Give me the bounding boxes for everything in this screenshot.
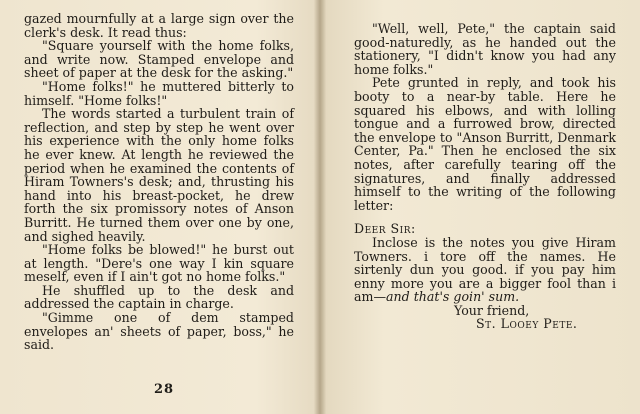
left-paragraph-6: He shuffled up to the desk and addressed the captain in charge. <box>24 282 294 312</box>
letter-signature: St. Looey Pete. <box>476 316 578 332</box>
right-paragraph-1: "Well, well, Pete," the captain said good-naturedly, as he handed out the stationery, "I didn't know you had any home folks." <box>354 21 616 77</box>
book-gutter <box>314 0 326 414</box>
letter-closing: Your friend, <box>454 302 530 318</box>
left-paragraph-2: "Square yourself with the home folks, and write now. Stamped envelope and sheet of paper at the desk for the asking." <box>24 38 294 81</box>
left-paragraph-5: "Home folks be blowed!" he burst out at length. "Dere's one way I kin square meself, even if I ain't got no home folks." <box>24 242 294 285</box>
left-paragraph-7: "Gimme one of dem stamped envelopes an' sheets of paper, boss," he said. <box>24 310 294 353</box>
left-paragraph-4: The words started a turbulent train of reflection, and step by step he went over his experience with the only home folks he ever knew. At length he reviewed the period when he examined the contents of Hiram Towners's desk; and, thrusting his hand into his breast-pocket, he drew forth the six promissory notes of Anson Burritt. He turned them over one by one, and sighed heavily. <box>24 106 294 244</box>
left-paragraph-1: gazed mournfully at a large sign over the clerk's desk. It read thus: <box>24 11 294 40</box>
letter-greeting: Deer Sir: <box>354 221 416 237</box>
letter-body-italic: and that's goin' sum. <box>386 289 520 305</box>
page-number: 28 <box>154 382 175 397</box>
letter-body <box>354 236 616 304</box>
left-page <box>24 0 294 414</box>
letter-body-text: Inclose is the notes you give Hiram Towners. i tore off the names. He sirtenly dun you good. if you pay him enny more you are a bigger fool than i am— <box>354 234 616 305</box>
right-page <box>354 0 616 414</box>
right-paragraph-2: Pete grunted in reply, and took his booty to a near-by table. Here he squared his elbows, and with lolling tongue and a furrowed brow, directed the envelope to "Anson Burritt, Denmark Center, Pa." Then he enclosed the six notes, after carefully tearing off the signatures, and finally addressed himself to the writing of the following letter: <box>354 75 617 213</box>
left-paragraph-3: "Home folks!" he muttered bitterly to himself. "Home folks!" <box>24 78 294 108</box>
